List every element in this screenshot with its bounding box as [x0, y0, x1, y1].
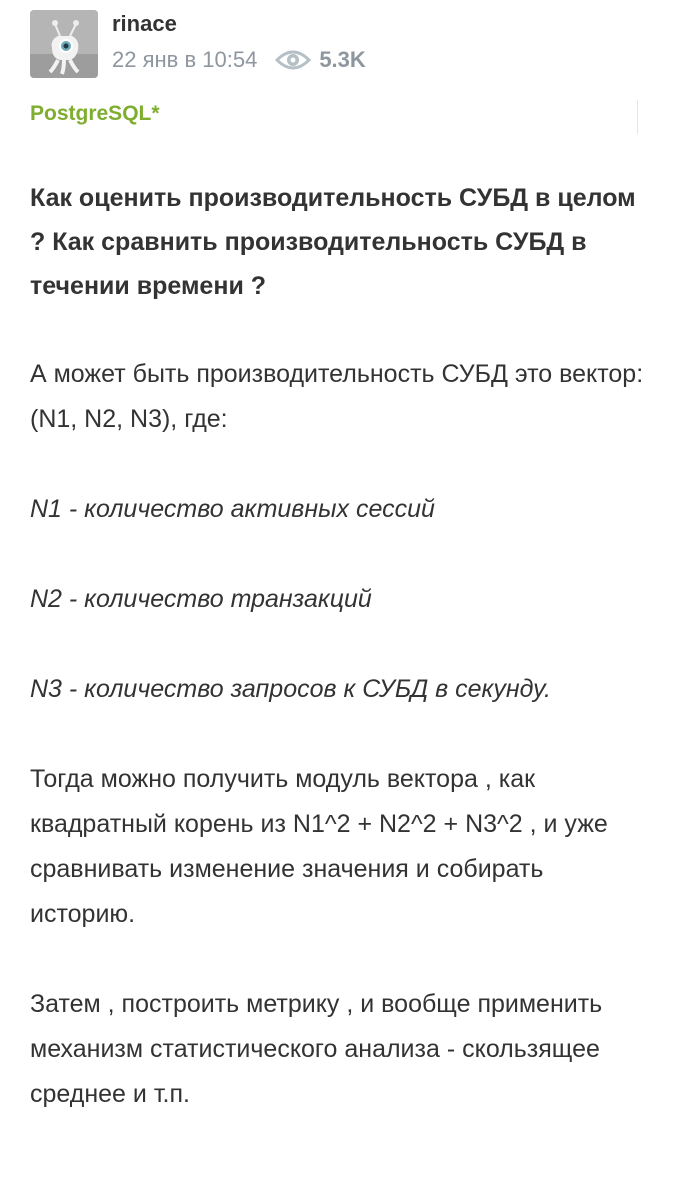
author-avatar[interactable] — [30, 10, 98, 78]
hub-link[interactable]: PostgreSQL* — [30, 102, 160, 125]
paragraph-n1: N1 - количество активных сессий — [30, 495, 435, 523]
author-name[interactable]: rinace — [112, 11, 177, 36]
paragraph-vector: А может быть производительность СУБД это вектор: (N1, N2, N3), где: — [30, 360, 644, 433]
paragraph-n2: N2 - количество транзакций — [30, 585, 372, 613]
post-stats — [112, 46, 366, 74]
post-meta — [112, 10, 366, 74]
article-title: Как оценить производительность СУБД в целом ? Как сравнить производительность СУБД в течении времени ? — [30, 184, 636, 300]
divider — [637, 100, 638, 134]
article-content — [30, 176, 650, 1162]
post-header — [30, 10, 366, 78]
views-counter — [275, 46, 365, 74]
views-count: 5.3K — [319, 47, 366, 72]
post-time: 22 янв в 10:54 — [112, 47, 258, 72]
alien-avatar-icon — [30, 10, 98, 78]
paragraph-n3: N3 - количество запросов к СУБД в секунду. — [30, 675, 551, 703]
eye-icon — [275, 48, 311, 72]
paragraph-metric: Затем , построить метрику , и вообще применить механизм статистического анализа - скользящее среднее и т.п. — [30, 990, 603, 1108]
paragraph-module: Тогда можно получить модуль вектора , как квадратный корень из N1^2 + N2^2 + N3^2 , и уже сравнивать изменение значения и собирать историю. — [30, 765, 608, 928]
